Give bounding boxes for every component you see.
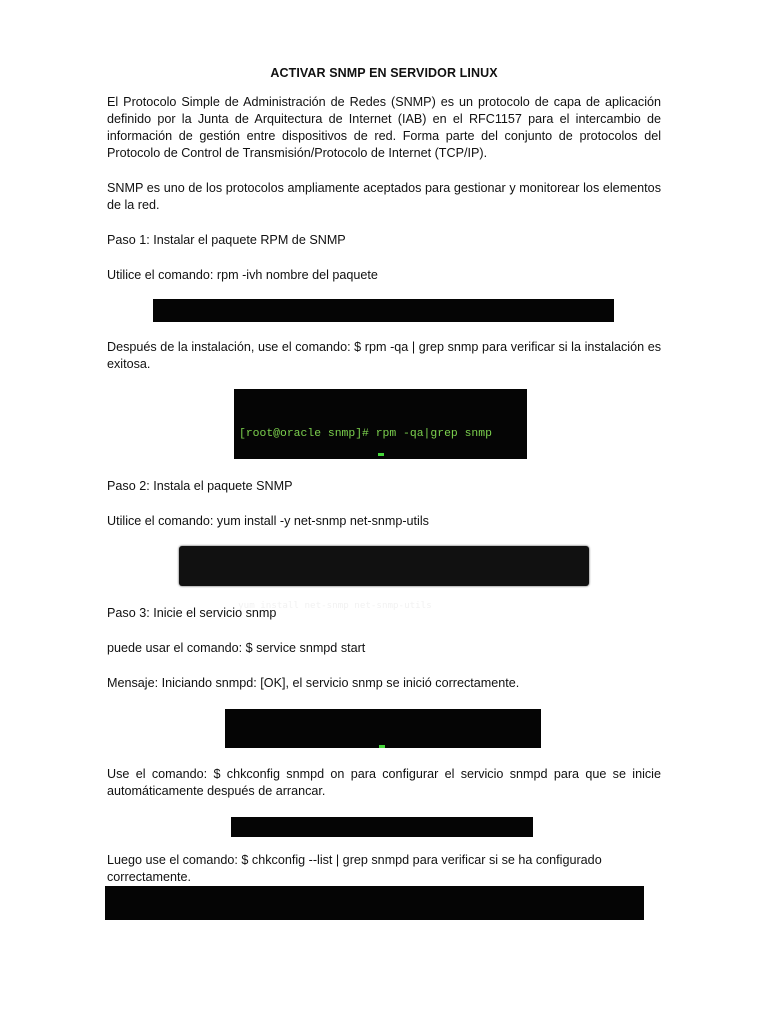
- intro-paragraph: El Protocolo Simple de Administración de Redes (SNMP) es un protocolo de capa de aplicación definido por la Junta de Arquitectura de Internet (IAB) en el RFC1157 para el intercambio de información de gestión entre dispositivos de red. Forma parte del conjunto de protocolos del Protocolo de Control de Transmisión/Protocolo de Internet (TCP/IP).: [107, 95, 661, 160]
- step1-heading: Paso 1: Instalar el paquete RPM de SNMP: [107, 233, 346, 247]
- success-message-text: Mensaje: Iniciando snmpd: [OK], el servicio snmp se inició correctamente.: [107, 676, 520, 690]
- step3-heading: Paso 3: Inicie el servicio snmp: [107, 606, 277, 620]
- chkconfig-on-paragraph: Use el comando: $ chkconfig snmpd on para configurar el servicio snmpd para que se inicie automáticamente después de arrancar.: [107, 767, 661, 798]
- terminal-chkconfig-list: [105, 886, 644, 920]
- terminal-line: [root@oracle snmp]# rpm -qa|grep snmp: [239, 428, 492, 440]
- terminal-line: [108, 919, 644, 920]
- terminal-cursor: [378, 453, 384, 456]
- snmp-description-paragraph: SNMP es uno de los protocolos ampliamente aceptados para gestionar y monitorear los elementos de la red.: [107, 181, 661, 212]
- terminal-yum-install: [179, 546, 589, 611]
- terminal-line: yum install net-snmp net-snmp-utils: [238, 600, 432, 611]
- step2-heading: Paso 2: Instala el paquete SNMP: [107, 479, 293, 493]
- terminal-chkconfig-on: [231, 817, 533, 837]
- step3-command-text: puede usar el comando: $ service snmpd start: [107, 641, 366, 655]
- chkconfig-list-paragraph: Luego use el comando: $ chkconfig --list | grep snmpd para verificar si se ha configurado correctamente.: [107, 853, 602, 884]
- terminal-rpm-install: [153, 299, 614, 322]
- terminal-service-start: [225, 709, 541, 748]
- terminal-cursor: [379, 745, 385, 748]
- after-install-paragraph: Después de la instalación, use el comando: $ rpm -qa | grep snmp para verificar si la instalación es exitosa.: [107, 340, 661, 371]
- step1-command-text: Utilice el comando: rpm -ivh nombre del paquete: [107, 268, 378, 282]
- terminal-rpm-query: [234, 389, 527, 459]
- step2-command-text: Utilice el comando: yum install -y net-snmp net-snmp-utils: [107, 514, 429, 528]
- document-title: ACTIVAR SNMP EN SERVIDOR LINUX: [270, 66, 498, 80]
